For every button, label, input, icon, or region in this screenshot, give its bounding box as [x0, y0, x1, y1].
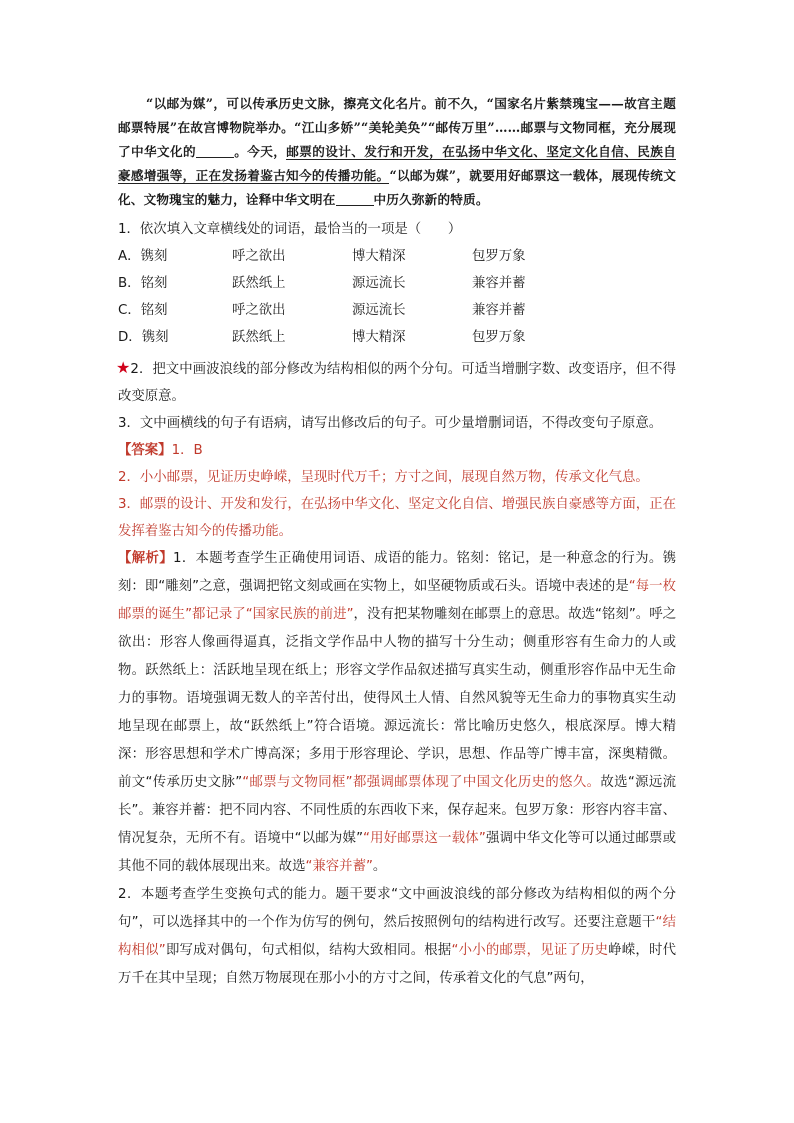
fill-blank: [196, 143, 234, 158]
passage-text: 。今天，: [234, 144, 287, 159]
passage-text: “以邮为媒”，可以传承历史文脉，擦亮文化名片。前不久，“国家名片紫禁瑰宝——故宫主题邮票特展”在故宫博物院举办。“江山多娇”“美轮美奂”“邮传万里”……邮票与文物同框，充分展现了中华文化的: [118, 96, 676, 159]
question-1-stem: 1．依次填入文章横线处的词语，最恰当的一项是（ ）: [118, 222, 462, 237]
option-row: [118, 270, 676, 297]
option-cell: 包罗万象: [472, 249, 526, 264]
option-cell: 包罗万象: [472, 330, 526, 345]
analysis-text: 。: [372, 859, 387, 874]
option-cell: 呼之欲出: [232, 249, 286, 264]
analysis-text: 即写成对偶句，句式相似，结构大致相同。根据: [165, 943, 452, 958]
question-3: 3．文中画横线的句子有语病，请写出修改后的句子。可少量增删词语，不得改变句子原意。: [118, 416, 663, 431]
answer-2: [118, 464, 676, 491]
option-cell: 博大精深: [352, 330, 406, 345]
passage-text: “以邮为媒”，就要用好邮票这一载体，展现传统文化、文物瑰宝的魅力，诠释中华文明在: [118, 168, 676, 207]
option-cell: 源远流长: [352, 276, 406, 291]
analysis-1: [118, 545, 676, 881]
option-cell: 呼之欲出: [232, 303, 286, 318]
option-row: [118, 243, 676, 270]
analysis-text: 2．本题考查学生变换句式的能力。题干要求“文中画波浪线的部分修改为结构相似的两个分句”，可以选择其中的一个作为仿写的例句，然后按照例句的结构进行改写。还要注意题干: [118, 887, 676, 930]
option-cell: C．铭刻: [118, 303, 168, 318]
answer-label: 【答案】: [118, 443, 172, 458]
option-cell: A．镌刻: [118, 249, 168, 264]
fill-blank: [336, 191, 374, 206]
questions: [118, 216, 676, 993]
analysis-quote: “兼容并蓄”: [305, 859, 373, 874]
question-2-text: 2．把文中画波浪线的部分修改为结构相似的两个分句。可适当增删字数、改变语序，但不得改变原意。: [118, 362, 676, 404]
answer-2-text: 2．小小邮票，见证历史峥嵘，呈现时代万千；方寸之间，展现自然万物，传承文化气息。: [118, 470, 649, 485]
answer-3: [118, 491, 676, 545]
question-2: [118, 354, 676, 410]
passage-text: 中历久弥新的特质。: [373, 192, 489, 207]
analysis-text: 峥嵘，时代万千在其中呈现；自然万物展现在那小小的方寸之间，传承着文化的气息”两句，: [118, 943, 677, 986]
analysis-text: 故选“源远流长”。兼容并蓄：把不同内容、不同性质的东西收下来，保存起来。包罗万象：形容内容丰富、情况复杂，无所不有。语境中“以邮为媒”: [118, 775, 677, 846]
underlined-sentence: 邮票的设计、发行和开发，在弘扬中华文化、坚定文化自信、民族自豪感增强等，正在发扬着鉴古知今的传播功能。: [118, 144, 677, 183]
answer-3-text: 3．邮票的设计、开发和发行，在弘扬中华文化、坚定文化自信、增强民族自豪感等方面，正在发挥着鉴古知今的传播功能。: [118, 497, 676, 539]
analysis-label: 【解析】: [118, 551, 173, 566]
option-cell: 跃然纸上: [232, 276, 286, 291]
analysis-quote: “邮票与文物同框”都强调邮票体现了中国文化历史的悠久。: [242, 775, 601, 790]
option-cell: B．铭刻: [118, 276, 168, 291]
option-cell: D．镌刻: [118, 330, 169, 345]
reading-passage: [118, 92, 676, 212]
analysis-2: [118, 881, 676, 993]
analysis-text: 1．本题考查学生正确使用词语、成语的能力。铭刻：铭记，是一种意念的行为。镌刻：即“雕刻”之意，强调把铭文刻或画在实物上，如坚硬物质或石头。语境中表述的是: [118, 551, 676, 594]
option-row: [118, 297, 676, 324]
option-cell: 兼容并蓄: [472, 276, 526, 291]
option-row: [118, 324, 676, 351]
passage-paragraph: [118, 92, 676, 212]
analysis-quote: “每一枚邮票的诞生”都记录了“国家民族的前进”: [118, 579, 677, 622]
star-icon: ★: [116, 358, 131, 377]
option-cell: 兼容并蓄: [472, 303, 526, 318]
analysis-text: ，没有把某物雕刻在邮票上的意思。故选“铭刻”。呼之欲出：形容人像画得逼真，泛指文学作品中人物的描写十分生动；侧重形容有生命力的人或物。跃然纸上：活跃地呈现在纸上；形容文学作品叙述描写真实生动，侧重形容作品中无生命力的事物。语境强调无数人的辛苦付出，使得风土人情、自然风貌等无生命力的事物真实生动地呈现在邮票上，故“跃然纸上”符合语境。源远流长：常比喻历史悠久，根底深厚。博大精深：形容思想和学术广博高深；多用于形容理论、学识，思想、作品等广博丰富，深奥精微。前文“传承历史文脉”: [118, 607, 676, 790]
answer-line-1: [118, 437, 676, 464]
analysis-text: 强调中华文化等可以通过邮票或其他不同的载体展现出来。故选: [118, 831, 677, 874]
document-page: [118, 92, 676, 993]
option-cell: 博大精深: [352, 249, 406, 264]
question-1-options: [118, 243, 676, 351]
option-cell: 源远流长: [352, 303, 406, 318]
option-cell: 跃然纸上: [232, 330, 286, 345]
analysis-quote: “用好邮票这一载体”: [363, 831, 486, 846]
analysis-quote: “结构相似”: [118, 915, 677, 958]
answer-1: 1．B: [171, 443, 203, 458]
analysis-quote: “小小的邮票，见证了历史: [451, 943, 609, 958]
